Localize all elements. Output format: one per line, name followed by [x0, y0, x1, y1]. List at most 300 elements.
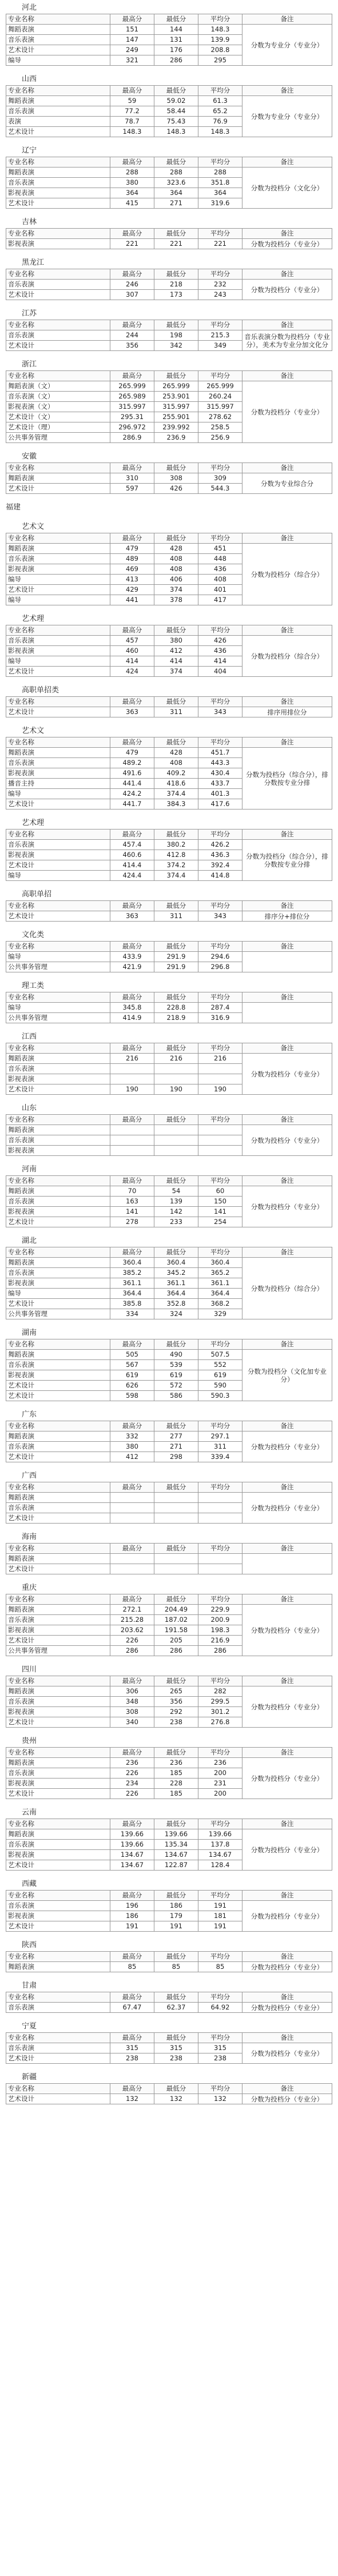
- column-header: 最低分: [154, 1043, 198, 1054]
- score-cell: 265.999: [154, 381, 198, 392]
- score-table: [6, 2083, 332, 2104]
- score-cell: 137.8: [198, 1840, 242, 1850]
- score-cell: 351.8: [198, 178, 242, 188]
- remark-cell: 分数为投档分（专业分）: [242, 2043, 332, 2064]
- column-header: 专业名称: [6, 1819, 110, 1829]
- column-header: 专业名称: [6, 992, 110, 1003]
- score-cell: 249: [110, 45, 154, 55]
- major-name-cell: 舞蹈表演: [6, 1431, 110, 1442]
- score-cell: 185: [154, 1768, 198, 1779]
- column-header: 最低分: [154, 697, 198, 707]
- score-cell: 310: [110, 473, 154, 484]
- province-section: [0, 1662, 338, 1733]
- score-cell: 460.6: [110, 850, 154, 860]
- score-cell: 307: [110, 290, 154, 300]
- column-header: 专业名称: [6, 86, 110, 96]
- major-name-cell: 舞蹈表演: [6, 96, 110, 106]
- column-header: 平均分: [198, 1115, 242, 1125]
- score-cell: 64.92: [198, 2003, 242, 2013]
- remark-cell: 分数为投档分（专业分）: [242, 1901, 332, 1932]
- column-header: 最高分: [110, 1339, 154, 1350]
- score-cell: [110, 1554, 154, 1564]
- score-table: [6, 1951, 332, 1972]
- score-cell: 286: [154, 55, 198, 66]
- column-header: 备注: [242, 1115, 332, 1125]
- score-cell: 218.9: [154, 1013, 198, 1023]
- remark-cell: [242, 1554, 332, 1574]
- column-header: 最高分: [110, 737, 154, 748]
- province-section: [0, 1978, 338, 2019]
- score-cell: 85: [110, 1962, 154, 1972]
- section-title: 高职单招: [22, 890, 52, 899]
- major-name-cell: 音乐表演: [6, 35, 110, 45]
- score-cell: 469: [110, 564, 154, 575]
- column-header: 最低分: [154, 269, 198, 280]
- column-header: 备注: [242, 1043, 332, 1054]
- major-name-cell: 艺术设计: [6, 1391, 110, 1401]
- score-cell: 190: [198, 1084, 242, 1095]
- table-header-row: [6, 533, 332, 544]
- major-name-cell: 影视表演: [6, 646, 110, 656]
- table-row: [6, 1605, 332, 1615]
- column-header: 备注: [242, 942, 332, 952]
- score-table: [6, 941, 332, 972]
- section-gap: [0, 137, 338, 143]
- major-name-cell: 舞蹈表演: [6, 1829, 110, 1840]
- score-cell: 200: [198, 1768, 242, 1779]
- column-header: 备注: [242, 697, 332, 707]
- score-cell: 436: [198, 646, 242, 656]
- major-name-cell: 音乐表演: [6, 1503, 110, 1513]
- score-cell: 363: [110, 911, 154, 922]
- major-name-cell: 公共事务管理: [6, 962, 110, 972]
- score-cell: 191: [154, 1921, 198, 1932]
- column-header: 备注: [242, 830, 332, 840]
- section-gap: [0, 717, 338, 723]
- score-table: [6, 829, 332, 881]
- score-cell: 590.3: [198, 1391, 242, 1401]
- province-section: [0, 1029, 338, 1100]
- score-cell: 131: [154, 35, 198, 45]
- column-header: 专业名称: [6, 1544, 110, 1554]
- section-title: 湖南: [22, 1329, 37, 1337]
- major-name-cell: 音乐表演: [6, 330, 110, 341]
- score-cell: 360.4: [154, 1258, 198, 1268]
- province-section: [0, 214, 338, 255]
- column-header: 最低分: [154, 320, 198, 330]
- column-header: 专业名称: [6, 269, 110, 280]
- score-cell: 288: [198, 168, 242, 178]
- score-cell: 626: [110, 1381, 154, 1391]
- score-cell: 148.3: [198, 25, 242, 35]
- score-cell: 54: [154, 1186, 198, 1197]
- remark-cell: 分数为投档分（专业分）: [242, 2094, 332, 2104]
- major-name-cell: 影视表演: [6, 850, 110, 860]
- column-header: 备注: [242, 2084, 332, 2094]
- score-cell: 457.4: [110, 840, 154, 850]
- section-title: 辽宁: [22, 146, 37, 155]
- column-header: 专业名称: [6, 320, 110, 330]
- table-header-row: [6, 463, 332, 473]
- score-cell: 265: [154, 1686, 198, 1697]
- score-cell: 231: [198, 1779, 242, 1789]
- column-header: 备注: [242, 86, 332, 96]
- score-cell: 374.4: [154, 789, 198, 799]
- table-header-row: [6, 737, 332, 748]
- section-gap: [0, 513, 338, 519]
- score-cell: 412.8: [154, 850, 198, 860]
- column-header: 平均分: [198, 229, 242, 239]
- column-header: 平均分: [198, 1176, 242, 1186]
- major-name-cell: 舞蹈表演: [6, 748, 110, 758]
- column-header: 平均分: [198, 533, 242, 544]
- section-title: 浙江: [22, 360, 37, 369]
- section-gap: [0, 810, 338, 815]
- major-name-cell: 影视表演: [6, 1207, 110, 1217]
- score-cell: 139.66: [198, 1829, 242, 1840]
- score-cell: 460: [110, 646, 154, 656]
- score-cell: 135.34: [154, 1840, 198, 1850]
- score-cell: 134.67: [154, 1850, 198, 1860]
- score-cell: 374.4: [154, 871, 198, 881]
- score-table: [6, 320, 332, 351]
- major-name-cell: 艺术设计: [6, 484, 110, 494]
- column-header: 平均分: [198, 830, 242, 840]
- major-name-cell: 影视表演: [6, 1074, 110, 1084]
- province-section: [0, 723, 338, 815]
- section-title: 重庆: [22, 1584, 37, 1592]
- remark-cell: 分数为投档分（专业分）: [242, 1962, 332, 1972]
- column-header: 备注: [242, 1544, 332, 1554]
- score-cell: 65.2: [198, 106, 242, 117]
- score-cell: 490: [154, 1350, 198, 1360]
- table-header-row: [6, 1819, 332, 1829]
- score-cell: 226: [110, 1789, 154, 1799]
- major-name-cell: 影视表演: [6, 768, 110, 779]
- column-header: 备注: [242, 2033, 332, 2043]
- major-name-cell: 音乐表演: [6, 1615, 110, 1625]
- score-cell: [110, 1493, 154, 1503]
- table-header-row: [6, 320, 332, 330]
- score-cell: 315: [198, 2043, 242, 2053]
- score-table: [6, 85, 332, 137]
- score-cell: 441.4: [110, 779, 154, 789]
- column-header: 最高分: [110, 697, 154, 707]
- score-cell: 271: [154, 198, 198, 209]
- score-cell: 340: [110, 1717, 154, 1728]
- column-header: 最低分: [154, 1891, 198, 1901]
- score-cell: 412: [110, 1452, 154, 1462]
- remark-cell: [242, 952, 332, 972]
- score-cell: 414: [110, 656, 154, 667]
- column-header: 平均分: [198, 1748, 242, 1758]
- score-cell: 286.9: [110, 433, 154, 443]
- score-cell: 428: [154, 748, 198, 758]
- major-name-cell: 编导: [6, 789, 110, 799]
- score-table: [6, 1992, 332, 2013]
- major-name-cell: 舞蹈表演: [6, 1686, 110, 1697]
- section-title: 艺术文: [22, 727, 45, 735]
- remark-cell: 分数为投档分（专业分）: [242, 1758, 332, 1799]
- score-table: [6, 533, 332, 605]
- table-header-row: [6, 269, 332, 280]
- section-title: 海南: [22, 1533, 37, 1541]
- score-table: [6, 1890, 332, 1932]
- column-header: 平均分: [198, 157, 242, 168]
- table-row: [6, 1431, 332, 1442]
- score-cell: 144: [154, 25, 198, 35]
- score-cell: 265.999: [110, 381, 154, 392]
- score-cell: 278: [110, 1217, 154, 1227]
- score-cell: 424: [110, 667, 154, 677]
- score-cell: 173: [154, 290, 198, 300]
- major-name-cell: 艺术设计: [6, 341, 110, 351]
- score-cell: 238: [154, 2053, 198, 2064]
- column-header: 平均分: [198, 1952, 242, 1962]
- table-row: [6, 1125, 332, 1135]
- column-header: 专业名称: [6, 1952, 110, 1962]
- score-cell: 311: [154, 911, 198, 922]
- score-cell: 408: [198, 575, 242, 585]
- major-name-cell: 影视表演: [6, 239, 110, 249]
- column-header: 最低分: [154, 533, 198, 544]
- score-cell: [198, 1503, 242, 1513]
- section-gap: [0, 2064, 338, 2069]
- column-header: 最高分: [110, 992, 154, 1003]
- score-cell: 134.67: [110, 1860, 154, 1871]
- major-name-cell: 音乐表演: [6, 554, 110, 564]
- score-cell: 218: [154, 280, 198, 290]
- score-cell: 436.3: [198, 850, 242, 860]
- score-cell: 342: [154, 341, 198, 351]
- table-header-row: [6, 1748, 332, 1758]
- column-header: 最低分: [154, 14, 198, 25]
- province-section: [0, 1162, 338, 1233]
- table-row: [6, 1962, 332, 1972]
- score-cell: 286: [198, 1646, 242, 1656]
- major-name-cell: 音乐表演: [6, 1197, 110, 1207]
- section-gap: [0, 494, 338, 500]
- score-cell: 408: [154, 554, 198, 564]
- score-cell: 288: [154, 168, 198, 178]
- major-name-cell: 影视表演: [6, 1779, 110, 1789]
- score-cell: 441: [110, 595, 154, 605]
- score-cell: 236: [110, 1758, 154, 1768]
- major-name-cell: 音乐表演: [6, 636, 110, 646]
- remark-cell: 分数为投档分（专业分）: [242, 239, 332, 249]
- score-cell: 221: [154, 239, 198, 249]
- score-cell: 309: [198, 473, 242, 484]
- score-cell: 297.1: [198, 1431, 242, 1442]
- table-row: [6, 1258, 332, 1268]
- score-cell: 315.997: [198, 402, 242, 412]
- table-header-row: [6, 697, 332, 707]
- section-gap: [0, 351, 338, 357]
- score-cell: 451: [198, 544, 242, 554]
- section-gap: [0, 605, 338, 611]
- score-table: [6, 1676, 332, 1728]
- score-cell: 132: [198, 2094, 242, 2104]
- major-name-cell: 舞蹈表演: [6, 1554, 110, 1564]
- major-name-cell: 舞蹈表演: [6, 1258, 110, 1268]
- score-cell: [110, 1125, 154, 1135]
- score-cell: 414.8: [198, 871, 242, 881]
- column-header: 平均分: [198, 463, 242, 473]
- section-gap: [0, 1156, 338, 1162]
- column-header: 平均分: [198, 2033, 242, 2043]
- score-cell: 364: [110, 188, 154, 198]
- column-header: 最高分: [110, 1482, 154, 1493]
- table-header-row: [6, 1176, 332, 1186]
- column-header: 平均分: [198, 86, 242, 96]
- score-cell: 349: [198, 341, 242, 351]
- score-cell: 421.9: [110, 962, 154, 972]
- score-cell: 364.4: [198, 1289, 242, 1299]
- column-header: 备注: [242, 463, 332, 473]
- major-name-cell: 影视表演: [6, 1625, 110, 1636]
- column-header: 最低分: [154, 1421, 198, 1431]
- section-title: 艺术理: [22, 819, 45, 827]
- column-header: 最高分: [110, 320, 154, 330]
- table-row: [6, 2094, 332, 2104]
- column-header: 最低分: [154, 463, 198, 473]
- score-cell: 414: [198, 656, 242, 667]
- column-header: 备注: [242, 901, 332, 911]
- major-name-cell: 舞蹈表演: [6, 1054, 110, 1064]
- column-header: 平均分: [198, 1891, 242, 1901]
- score-cell: 200.9: [198, 1615, 242, 1625]
- column-header: 专业名称: [6, 1176, 110, 1186]
- score-cell: [110, 1064, 154, 1074]
- score-cell: 319.6: [198, 198, 242, 209]
- major-name-cell: 艺术设计: [6, 911, 110, 922]
- score-cell: 205: [154, 1636, 198, 1646]
- score-cell: 457: [110, 636, 154, 646]
- province-section: [0, 978, 338, 1029]
- section-title: 山东: [22, 1104, 37, 1112]
- major-name-cell: 音乐表演: [6, 2043, 110, 2053]
- column-header: 最低分: [154, 1952, 198, 1962]
- column-header: 平均分: [198, 1043, 242, 1054]
- score-cell: 332: [110, 1431, 154, 1442]
- column-header: 最高分: [110, 830, 154, 840]
- score-cell: 401.3: [198, 789, 242, 799]
- score-cell: 85: [198, 1962, 242, 1972]
- score-cell: 236: [154, 1758, 198, 1768]
- table-header-row: [6, 625, 332, 636]
- section-gap: [0, 1799, 338, 1805]
- score-table: [6, 1482, 332, 1524]
- score-cell: 619: [198, 1370, 242, 1381]
- major-name-cell: 音乐表演: [6, 1064, 110, 1074]
- column-header: 最低分: [154, 1176, 198, 1186]
- score-cell: 62.37: [154, 2003, 198, 2013]
- section-gap: [0, 1095, 338, 1100]
- table-header-row: [6, 2084, 332, 2094]
- score-table: [6, 1247, 332, 1319]
- section-gap: [0, 1574, 338, 1580]
- column-header: 备注: [242, 320, 332, 330]
- score-cell: 226: [110, 1768, 154, 1779]
- score-cell: 311: [154, 707, 198, 717]
- score-cell: 385.2: [110, 1268, 154, 1278]
- column-header: 专业名称: [6, 1482, 110, 1493]
- score-cell: 489.2: [110, 758, 154, 768]
- major-name-cell: 音乐表演: [6, 280, 110, 290]
- score-cell: 409.2: [154, 768, 198, 779]
- score-cell: 295.31: [110, 412, 154, 422]
- table-header-row: [6, 1891, 332, 1901]
- column-header: 最高分: [110, 229, 154, 239]
- column-header: 最高分: [110, 371, 154, 381]
- table-header-row: [6, 1544, 332, 1554]
- score-cell: 246: [110, 280, 154, 290]
- column-header: 最高分: [110, 2033, 154, 2043]
- table-row: [6, 2003, 332, 2013]
- major-name-cell: 音乐表演: [6, 2003, 110, 2013]
- score-cell: 315: [110, 2043, 154, 2053]
- major-name-cell: 编导: [6, 1003, 110, 1013]
- column-header: 备注: [242, 229, 332, 239]
- column-header: 备注: [242, 992, 332, 1003]
- score-cell: 186: [154, 1901, 198, 1911]
- score-table: [6, 992, 332, 1023]
- province-section: [0, 611, 338, 683]
- score-cell: [198, 1146, 242, 1156]
- score-cell: 308: [154, 473, 198, 484]
- column-header: 最高分: [110, 1748, 154, 1758]
- table-row: [6, 2043, 332, 2053]
- score-cell: 424.2: [110, 789, 154, 799]
- score-cell: 256.9: [198, 433, 242, 443]
- major-name-cell: 艺术设计: [6, 860, 110, 871]
- score-cell: 417.6: [198, 799, 242, 810]
- section-gap: [0, 249, 338, 255]
- score-cell: [154, 1564, 198, 1574]
- section-title: 文化类: [22, 931, 45, 939]
- score-cell: 244: [110, 330, 154, 341]
- score-table: [6, 1421, 332, 1462]
- score-cell: 294.6: [198, 952, 242, 962]
- column-header: 最低分: [154, 1748, 198, 1758]
- score-cell: 288: [110, 168, 154, 178]
- score-cell: 306: [110, 1686, 154, 1697]
- score-cell: 233: [154, 1217, 198, 1227]
- column-header: 最低分: [154, 229, 198, 239]
- score-cell: 334: [110, 1309, 154, 1319]
- score-cell: 380: [154, 636, 198, 646]
- section-title: 河北: [22, 3, 37, 12]
- remark-cell: 分数为专业分（专业分）: [242, 96, 332, 137]
- section-title: 甘肃: [22, 1981, 37, 1990]
- score-cell: 507.5: [198, 1350, 242, 1360]
- column-header: 最高分: [110, 1421, 154, 1431]
- score-cell: 226: [110, 1636, 154, 1646]
- section-gap: [0, 209, 338, 214]
- column-header: 最高分: [110, 625, 154, 636]
- score-cell: 401: [198, 585, 242, 595]
- table-header-row: [6, 1992, 332, 2003]
- remark-cell: 分数为投档分（综合分）: [242, 544, 332, 605]
- remark-cell: 分数为投档分（专业分）: [242, 1686, 332, 1728]
- score-cell: 352.8: [154, 1299, 198, 1309]
- section-gap: [0, 1871, 338, 1876]
- score-table: [6, 1175, 332, 1227]
- column-header: 平均分: [198, 992, 242, 1003]
- section-title: 吉林: [22, 218, 37, 226]
- remark-cell: 分数为投档分（专业分）: [242, 1186, 332, 1227]
- score-cell: [154, 1074, 198, 1084]
